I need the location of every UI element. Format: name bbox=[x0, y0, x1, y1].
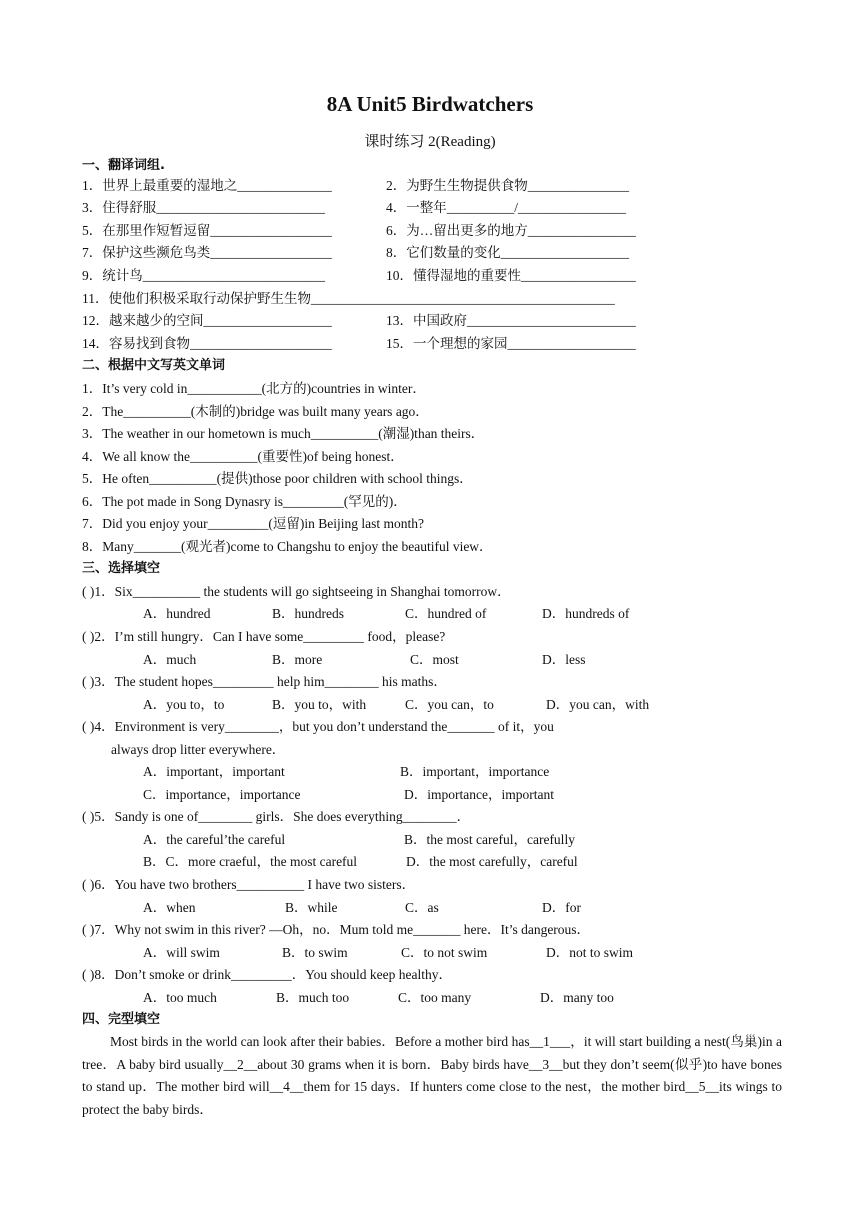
option: C．importance，importance bbox=[143, 787, 301, 802]
phrase-item: 1．世界上最重要的湿地之______________ bbox=[82, 178, 332, 193]
option: D．not to swim bbox=[546, 945, 634, 960]
option: B．you to，with bbox=[272, 697, 367, 712]
section-2-heading: 二、根据中文写英文单词 bbox=[82, 358, 226, 373]
option: A．too much bbox=[143, 990, 217, 1005]
option: B．the most careful，carefully bbox=[404, 832, 575, 847]
word-item: 2．The__________(木制的)bridge was built many years ago． bbox=[82, 404, 429, 419]
phrase-item: 13．中国政府_________________________ bbox=[386, 313, 636, 328]
option: C．too many bbox=[398, 990, 472, 1005]
phrase-item: 5．在那里作短暂逗留__________________ bbox=[82, 223, 332, 238]
option: C．most bbox=[410, 652, 459, 667]
option: C．to not swim bbox=[401, 945, 488, 960]
option: A．when bbox=[143, 900, 196, 915]
page-title: 8A Unit5 Birdwatchers bbox=[326, 92, 534, 116]
section-4-heading: 四、完型填空 bbox=[82, 1012, 161, 1027]
word-item: 8．Many_______(观光者)come to Changshu to enjoy the beautiful view． bbox=[82, 539, 493, 554]
phrase-item: 12．越来越少的空间___________________ bbox=[82, 313, 332, 328]
phrase-item: 3．住得舒服_________________________ bbox=[82, 200, 325, 215]
phrase-item: 4．一整年__________/________________ bbox=[386, 200, 627, 215]
phrase-item: 7．保护这些濒危鸟类__________________ bbox=[82, 245, 332, 260]
option: A．the careful’the careful bbox=[143, 832, 286, 847]
question-stem: ( )5．Sandy is one of________ girls．She does everything________． bbox=[82, 809, 471, 824]
option: C．as bbox=[405, 900, 439, 915]
option: B．C．more craeful，the most careful bbox=[143, 854, 358, 869]
option: B．important，importance bbox=[400, 764, 550, 779]
option: C．you can，to bbox=[405, 697, 494, 712]
question-stem: ( )3．The student hopes_________ help him________ his maths． bbox=[82, 674, 447, 689]
section-3-heading: 三、选择填空 bbox=[82, 561, 161, 576]
question-stem: ( )7．Why not swim in this river? —Oh，no．Mum told me_______ here．It’s dangerous． bbox=[82, 922, 591, 937]
phrase-item: 11．使他们积极采取行动保护野生生物_____________________________________________ bbox=[82, 291, 615, 306]
option: D．many too bbox=[540, 990, 614, 1005]
question-stem-continued: always drop litter everywhere． bbox=[111, 742, 286, 757]
cloze-paragraph: Most birds in the world can look after their babies．Before a mother bird has__1___，it will start building a nest(鸟巢)in a tree．A baby bird usually__2__about 30 grams when it is born．Baby birds have__3__but they don’t seem(似乎)to have bones to stand up．The mother bird will__4__them for 15 days．If hunters come close to the nest，the mother bird__5__its wings to protect the baby birds． bbox=[82, 1034, 782, 1117]
word-item: 7．Did you enjoy your_________(逗留)in Beijing last month? bbox=[82, 516, 424, 531]
option: B．to swim bbox=[282, 945, 348, 960]
option: A．important，important bbox=[143, 764, 285, 779]
option: A．will swim bbox=[143, 945, 220, 960]
section-1-heading: 一、翻译词组. bbox=[82, 158, 165, 173]
option: B．much too bbox=[276, 990, 350, 1005]
word-item: 3．The weather in our hometown is much__________(潮湿)than theirs． bbox=[82, 426, 485, 441]
phrase-item: 14．容易找到食物_____________________ bbox=[82, 336, 332, 351]
option: D．you can，with bbox=[546, 697, 650, 712]
page-subtitle: 课时练习 2(Reading) bbox=[364, 134, 496, 150]
question-stem: ( )6．You have two brothers__________ I have two sisters． bbox=[82, 877, 416, 892]
phrase-item: 9．统计鸟___________________________ bbox=[82, 268, 325, 283]
option: D．the most carefully，careful bbox=[406, 854, 578, 869]
option: B．while bbox=[285, 900, 338, 915]
question-stem: ( )8．Don’t smoke or drink_________．You should keep healthy． bbox=[82, 967, 452, 982]
option: C．hundred of bbox=[405, 606, 487, 621]
phrase-item: 6．为…留出更多的地方________________ bbox=[386, 223, 636, 238]
option: A．you to，to bbox=[143, 697, 225, 712]
option: D．hundreds of bbox=[542, 606, 630, 621]
option: A．much bbox=[143, 652, 197, 667]
word-item: 4．We all know the__________(重要性)of being honest． bbox=[82, 449, 404, 464]
word-item: 5．He often__________(提供)those poor children with school things． bbox=[82, 471, 473, 486]
word-item: 1．It’s very cold in___________(北方的)countries in winter． bbox=[82, 381, 426, 396]
phrase-item: 10．懂得湿地的重要性_________________ bbox=[386, 268, 636, 283]
option: B．hundreds bbox=[272, 606, 344, 621]
option: B．more bbox=[272, 652, 323, 667]
question-stem: ( )4．Environment is very________，but you don’t understand the_______ of it，you bbox=[82, 719, 554, 734]
phrase-item: 8．它们数量的变化___________________ bbox=[386, 245, 629, 260]
option: D．importance，important bbox=[404, 787, 554, 802]
word-item: 6．The pot made in Song Dynasry is_________(罕见的)． bbox=[82, 494, 407, 509]
option: A．hundred bbox=[143, 606, 211, 621]
question-stem: ( )2．I’m still hungry．Can I have some_________ food，please? bbox=[82, 629, 446, 644]
option: D．for bbox=[542, 900, 581, 915]
option: D．less bbox=[542, 652, 586, 667]
question-stem: ( )1．Six__________ the students will go sightseeing in Shanghai tomorrow． bbox=[82, 584, 511, 599]
phrase-item: 15．一个理想的家园___________________ bbox=[386, 336, 636, 351]
phrase-item: 2．为野生生物提供食物_______________ bbox=[386, 178, 629, 193]
